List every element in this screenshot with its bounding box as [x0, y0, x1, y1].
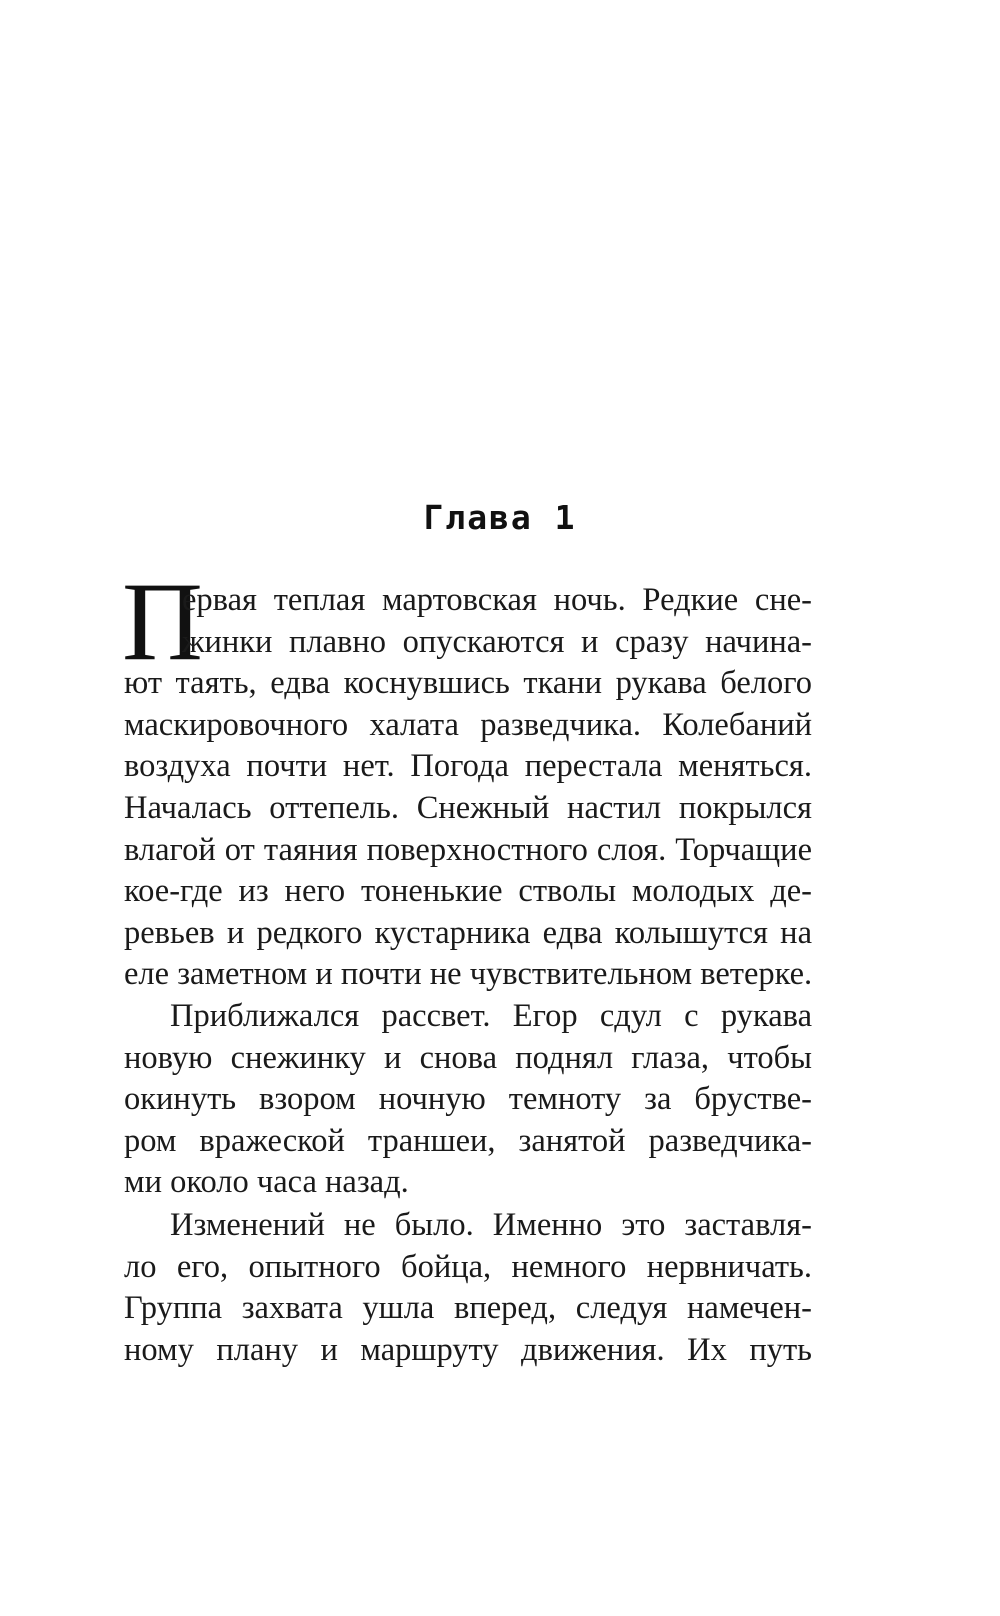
- text-line: влагой от таяния поверхностного слоя. Торчащие: [124, 831, 812, 868]
- text-line: еле заметном и почти не чувствительном ветерке.: [124, 956, 813, 993]
- text-line: ревьев и редкого кустарника едва колышутся на: [124, 914, 812, 951]
- text-line: окинуть взором ночную темноту за брустве-: [124, 1081, 812, 1118]
- text-line: ют таять, едва коснувшись ткани рукава белого: [124, 665, 812, 702]
- text-line: новую снежинку и снова поднял глаза, чтобы: [124, 1039, 812, 1076]
- paragraph-2: [124, 996, 812, 1204]
- text-line: Группа захвата ушла вперед, следуя намечен-: [124, 1290, 812, 1327]
- chapter-title: Глава 1: [423, 498, 577, 537]
- text-line: воздуха почти нет. Погода перестала меняться.: [124, 748, 812, 785]
- text-line: ному плану и маршруту движения. Их путь: [124, 1331, 812, 1368]
- text-line: маскировочного халата разведчика. Колебаний: [124, 706, 812, 743]
- drop-cap: П: [122, 560, 203, 684]
- text-line: ром вражеской траншеи, занятой разведчика-: [124, 1122, 812, 1159]
- text-line: ми около часа назад.: [124, 1164, 409, 1201]
- paragraph-3: [124, 1205, 812, 1371]
- text-line: ло его, опытного бойца, немного нервничать.: [124, 1248, 812, 1285]
- text-line: Изменений не было. Именно это заставля-: [170, 1207, 812, 1243]
- text-line: жинки плавно опускаются и сразу начина-: [182, 623, 812, 660]
- text-line: Приближался рассвет. Егор сдул с рукава: [170, 998, 812, 1034]
- paragraph-1: [124, 580, 812, 996]
- text-line: Началась оттепель. Снежный настил покрылся: [124, 789, 812, 826]
- text-line: ервая теплая мартовская ночь. Редкие сне-: [182, 582, 812, 618]
- text-line: кое-где из него тоненькие стволы молодых де-: [124, 873, 812, 910]
